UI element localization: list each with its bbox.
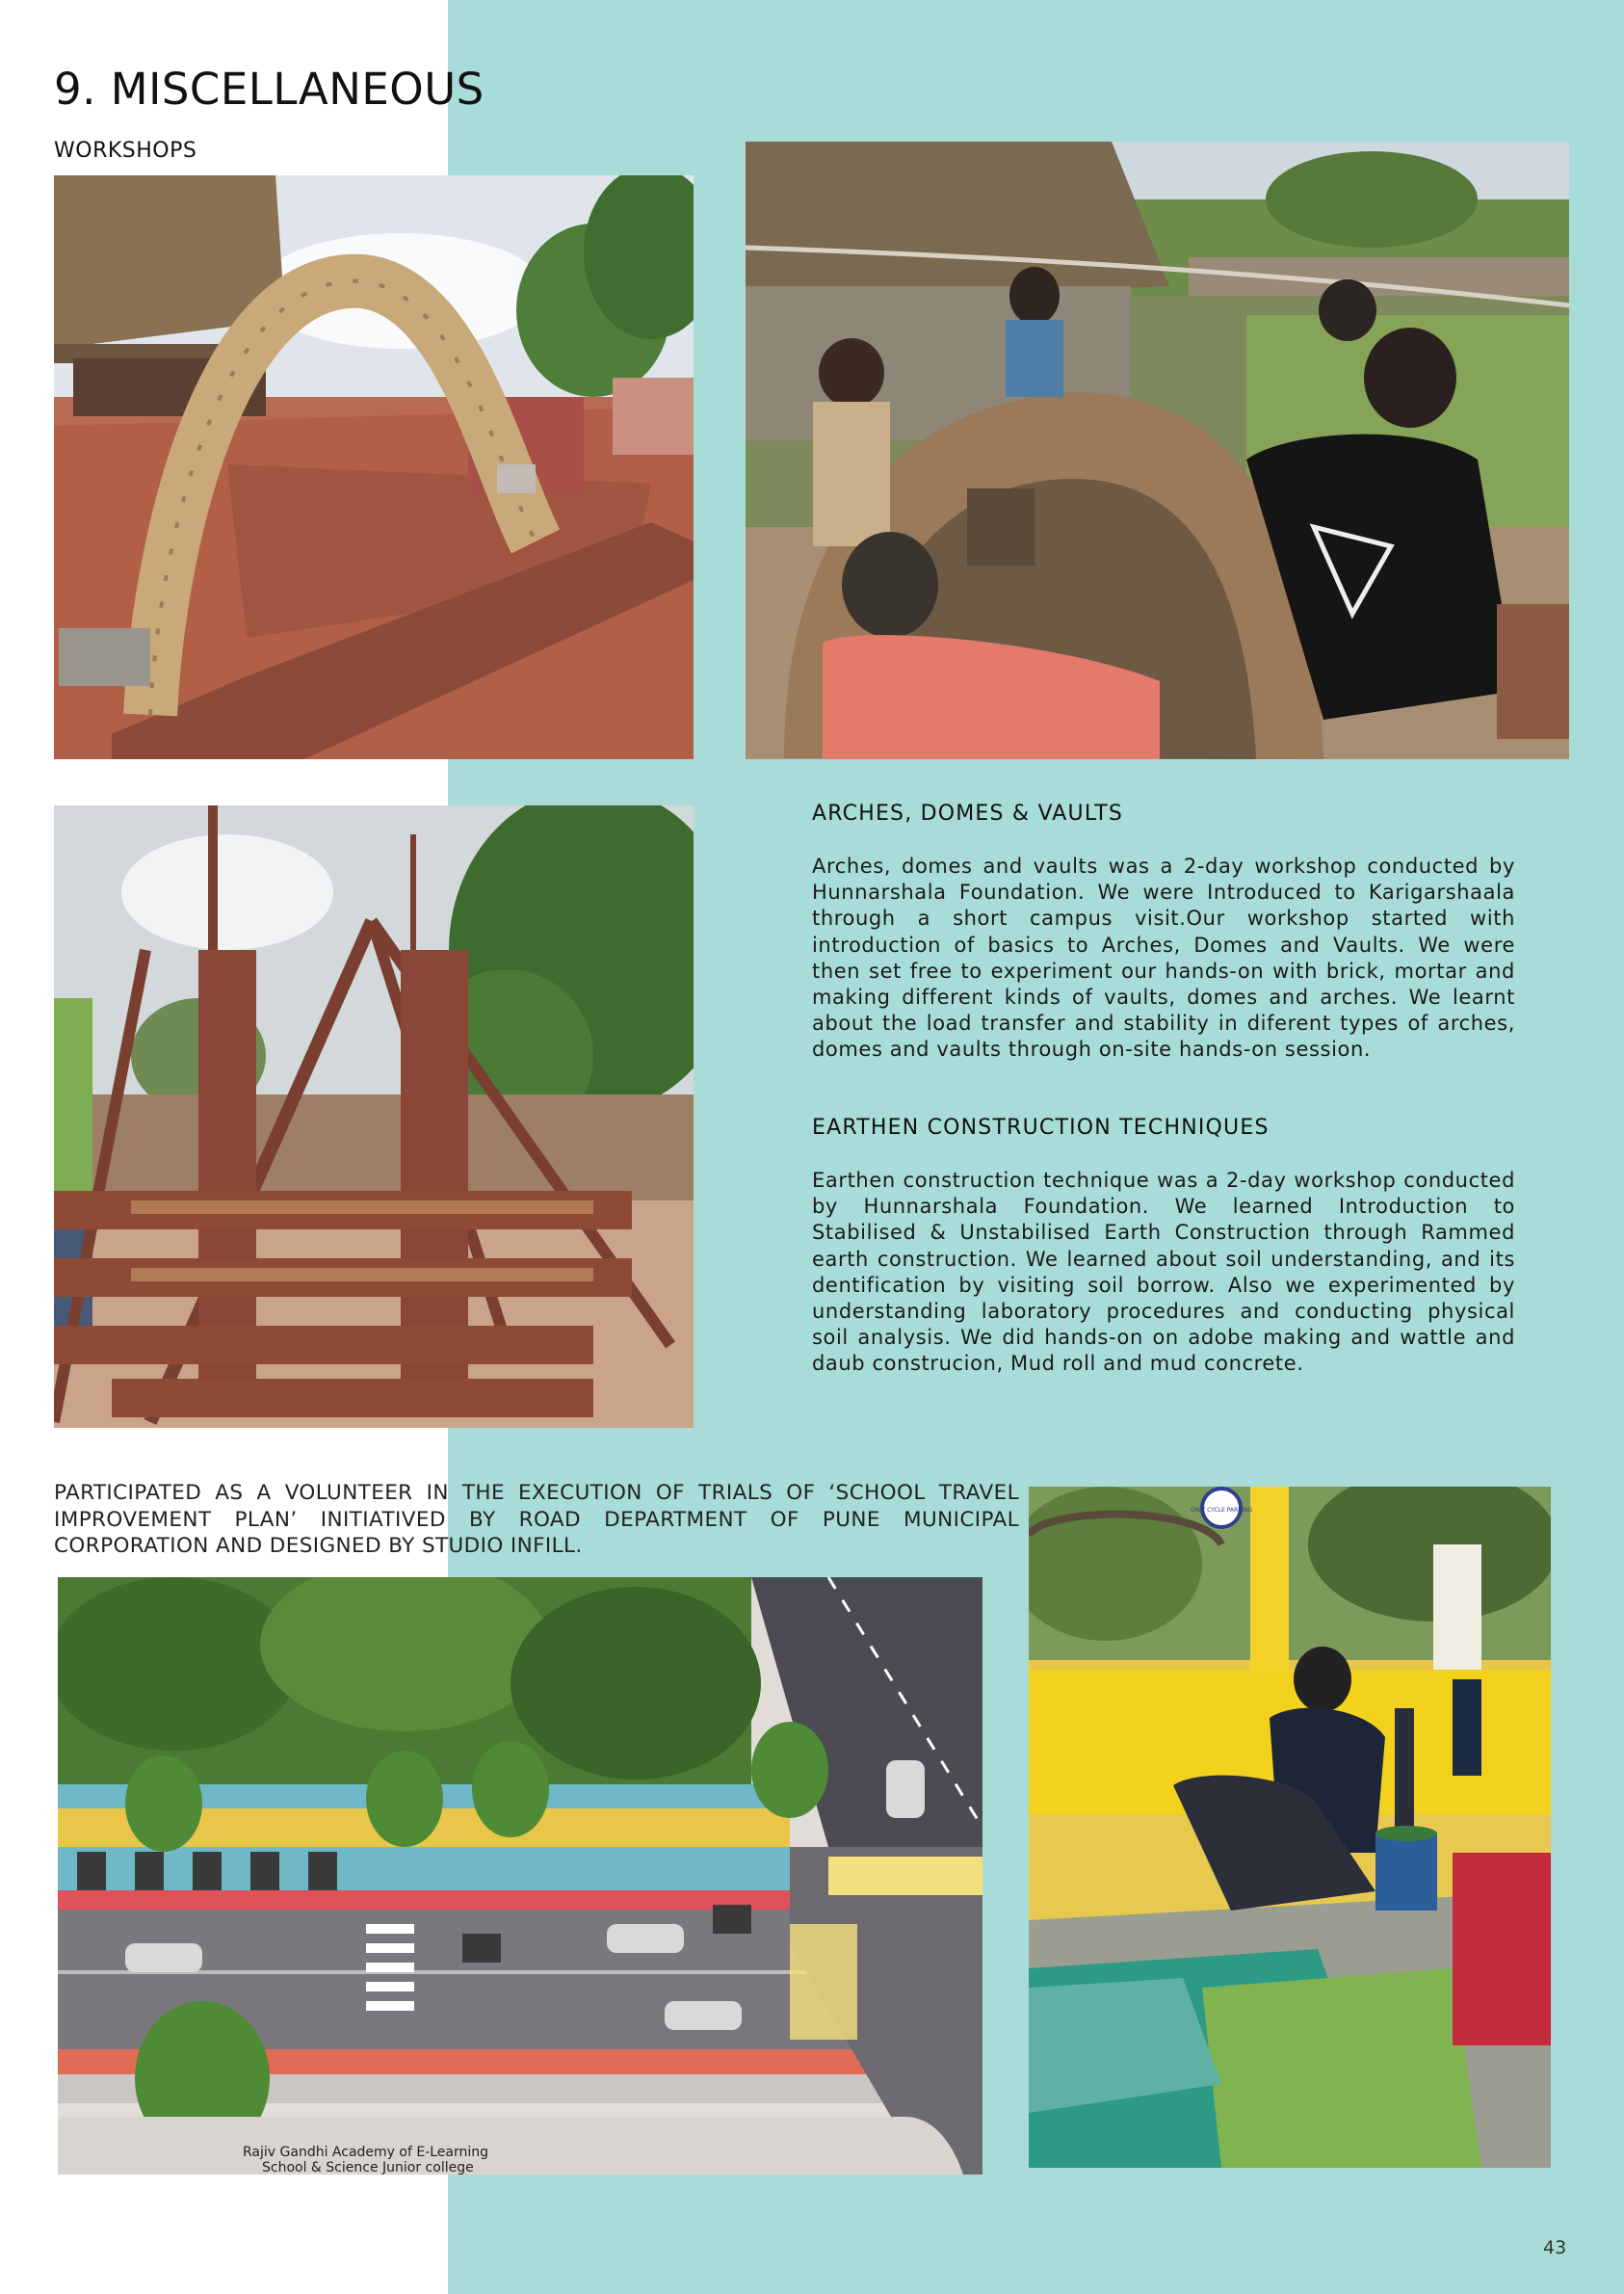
render-caption-line2: School & Science Junior college bbox=[262, 2160, 474, 2175]
page-title: 9. MISCELLANEOUS bbox=[54, 64, 485, 115]
volunteer-description: PARTICIPATED AS A VOLUNTEER IN THE EXECUTION OF TRIALS OF ‘SCHOOL TRAVEL IMPROVEMENT PLAN’ INITIATIVED BY ROAD DEPARTMENT OF PUNE MUNICIPAL CORPORATION AND DESIGNED BY STUDIO INFILL. bbox=[54, 1481, 1019, 1558]
workshop-body-arches: Arches, domes and vaults was a 2-day workshop conducted by Hunnarshala Foundation. We were Introduced to Karigarshaala through a short campus visit.Our workshop started with introduction of basics to Arches, Domes and Vaults. We were then set free to experiment our hands-on with brick, mortar and making different kinds of vaults, domes and arches. We learnt about the load transfer and stability in diferent types of arches, domes and vaults through on-site hands-on session. bbox=[812, 855, 1515, 1062]
cycle-parking-sign-text: ONLY CYCLE PARKING bbox=[1190, 1507, 1253, 1514]
photo-rammed-earth-formwork bbox=[54, 805, 694, 1428]
section-label-workshops: WORKSHOPS bbox=[54, 139, 197, 163]
photo-volunteer-painting bbox=[1029, 1487, 1551, 2168]
render-street-design bbox=[58, 1577, 982, 2175]
photo-dome-workshop bbox=[746, 142, 1569, 759]
photo-brick-arch bbox=[54, 175, 694, 759]
page-number: 43 bbox=[1543, 2237, 1567, 2258]
workshop-heading-earthen: EARTHEN CONSTRUCTION TECHNIQUES bbox=[812, 1116, 1270, 1140]
workshop-heading-arches: ARCHES, DOMES & VAULTS bbox=[812, 802, 1124, 826]
workshop-body-earthen: Earthen construction technique was a 2-day workshop conducted by Hunnarshala Foundation. We learned Introduction to Stabilised & Unstabilised Earth Construction through Rammed earth construction. We learned about soil understanding, and its dentification by visiting soil borrow. Also we experimented by understanding laboratory procedures and conducting physical soil analysis. We did hands-on on adobe making and wattle and daub construcion, Mud roll and mud concrete. bbox=[812, 1169, 1515, 1376]
render-caption-line1: Rajiv Gandhi Academy of E-Learning bbox=[243, 2145, 489, 2160]
